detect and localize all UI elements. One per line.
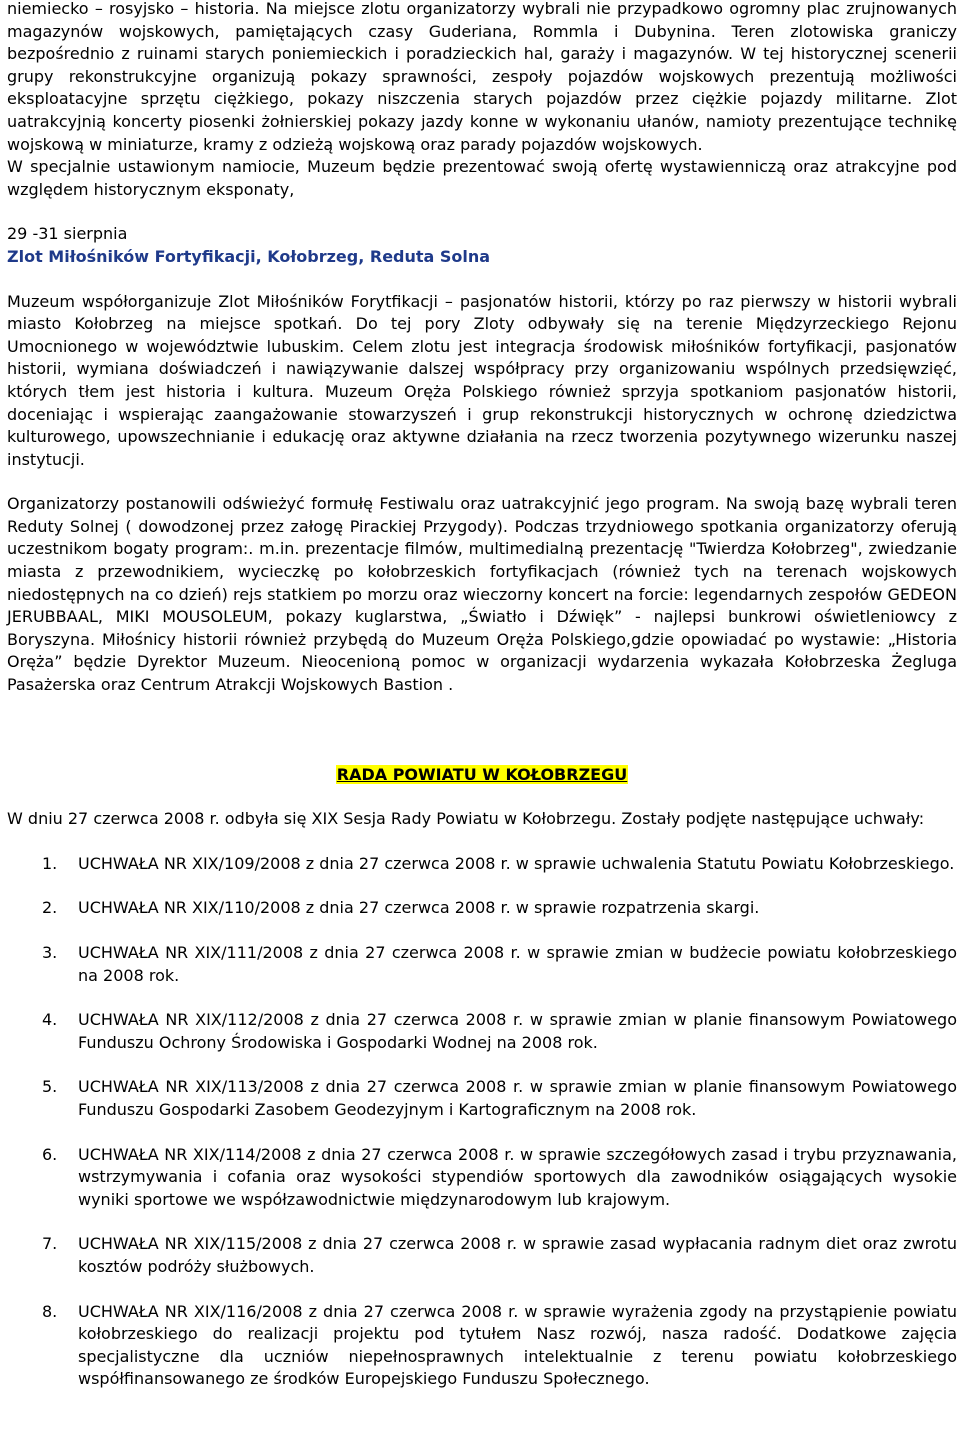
resolution-number: 6. [42,1144,58,1164]
resolution-text: UCHWAŁA NR XIX/111/2008 z dnia 27 czerwca 2008 r. w sprawie zmian w budżecie powiatu kołobrzeskiego na 2008 rok. [78,943,957,985]
event-date: 29 -31 sierpnia [7,224,128,244]
resolution-item [7,1144,957,1212]
section-heading-wrap [7,764,957,787]
document-page [7,0,957,1413]
resolution-number: 1. [42,853,58,873]
resolution-number: 5. [42,1077,58,1097]
resolution-number: 8. [42,1301,58,1321]
resolution-text: UCHWAŁA NR XIX/109/2008 z dnia 27 czerwca 2008 r. w sprawie uchwalenia Statutu Powiatu Kołobrzeskiego. [78,853,955,873]
resolution-text: UCHWAŁA NR XIX/116/2008 z dnia 27 czerwca 2008 r. w sprawie wyrażenia zgody na przystąpienie powiatu kołobrzeskiego do realizacji projektu pod tytułem Nasz rozwój, nasza radość. Dodatkowe zajęcia specjalistyczne dla uczniów niepełnosprawnych intelektualnie z terenu powiatu kołobrzeskiego współfinansowanego ze środków Europejskiego Funduszu Społecznego. [78,1301,957,1389]
session-intro: W dniu 27 czerwca 2008 r. odbyła się XIX Sesja Rady Powiatu w Kołobrzegu. Zostały podjęte następujące uchwały: [7,809,925,829]
resolution-number: 3. [42,943,58,962]
resolution-item [7,853,957,876]
resolution-number: 7. [42,1234,58,1254]
resolution-item [7,897,957,920]
spacer [7,831,957,853]
spacer [7,697,957,742]
event-paragraph-1: Muzeum współorganizuje Zlot Miłośników Forytfikacji – pasjonatów historii, którzy po raz pierwszy w historii wybrali miasto Kołobrzeg na miejsce spotkań. Do tej pory Zloty odbywały się na terenie Międzyrzeckiego Rejonu Umocnionego w województwie lubuskim. Celem zlotu jest integracja środowisk miłośników fortyfikacji, pasjonatów historii, wymiana doświadczeń i nawiązywanie dalszej współpracy przy organizowaniu wspólnych przedsięwzięć, których tłem jest historia i kultura. Muzeum Oręża Polskiego również sprzyja spotkaniom pasjonatów historii, doceniając i wspierając zaangażowanie stowarzyszeń i grup rekonstrukcji historycznych w ochronę dziedzictwa kulturowego, upowszechnianie i edukację oraz aktywne działania na rzecz tworzenia pozytywnego wizerunku naszej instytucji. [7,291,957,469]
resolution-number: 4. [42,1010,58,1030]
resolution-number: 2. [42,898,58,918]
spacer [7,742,957,764]
resolution-item [7,1076,957,1121]
intro-paragraph-1: niemiecko – rosyjsko – historia. Na miejsce zlotu organizatorzy wybrali nie przypadkowo ogromny plac zrujnowanych magazynów wojskowych, pamiętających czasy Guderiana, Rommla i Dubynina. Teren zlotowiska graniczy bezpośrednio z ruinami starych poniemieckich i poradzieckich hal, garaży i magazynów. W tej historycznej scenerii grupy rekonstrukcyjne organizują pokazy sprawności, zespoły pojazdów wojskowych prezentują możliwości eksploatacyjne sprzętu ciężkiego, pokazy niszczenia starych pojazdów przez ciężkie pojazdy militarne. Zlot uatrakcyjnią koncerty piosenki żołnierskiej pokazy jazdy konne w wykonaniu ułanów, namioty prezentujące technikę wojskową w miniaturze, kramy z odzieżą wojskową oraz parady pojazdów wojskowych. [7,0,957,154]
resolution-item [7,1301,957,1391]
event-title: Zlot Miłośników Fortyfikacji, Kołobrzeg, Reduta Solna [7,246,491,266]
spacer [7,471,957,493]
resolution-item [7,1233,957,1278]
spacer [7,786,957,808]
resolution-text: UCHWAŁA NR XIX/112/2008 z dnia 27 czerwca 2008 r. w sprawie zmian w planie finansowym Powiatowego Funduszu Ochrony Środowiska i Gospodarki Wodnej na 2008 rok. [78,1010,957,1052]
resolution-text: UCHWAŁA NR XIX/110/2008 z dnia 27 czerwca 2008 r. w sprawie rozpatrzenia skargi. [78,898,760,918]
resolution-item [7,942,957,987]
spacer [7,269,957,291]
resolution-item [7,1009,957,1054]
spacer [7,201,957,223]
resolution-text: UCHWAŁA NR XIX/115/2008 z dnia 27 czerwca 2008 r. w sprawie zasad wypłacania radnym diet oraz zwrotu kosztów podróży służbowych. [78,1234,957,1276]
section-heading: RADA POWIATU W KOŁOBRZEGU [336,764,628,784]
event-paragraph-2: Organizatorzy postanowili odświeżyć formułę Festiwalu oraz uatrakcyjnić jego program. Na swoją bazę wybrali teren Reduty Solnej ( dowodzonej przez załogę Pirackiej Przygody). Podczas trzydniowego spotkania organizatorzy oferują uczestnikom bogaty program:. m.in. prezentacje filmów, multimedialną prezentację "Twierdza Kołobrzeg", zwiedzanie miasta z przewodnikiem, wycieczkę po kołobrzeskich fortyfikacjach (również tych na terenach wojskowych niedostępnych na co dzień) rejs statkiem po morzu oraz wieczorny koncert na forcie: legendarnych zespołów GEDEON JERUBBAAL, MIKI MOUSOLEUM, pokazy kuglarstwa, „Światło i Dźwięk” - najlepsi bunkrowi oświetleniowcy z Boryszyna. Miłośnicy historii również przybędą do Muzeum Oręża Polskiego,gdzie opowiadać po wystawie: „Historia Oręża” będzie Dyrektor Muzeum. Nieocenioną pomoc w organizacji wydarzenia wykazała Kołobrzeska Żegluga Pasażerska oraz Centrum Atrakcji Wojskowych Bastion . [7,494,957,695]
intro-paragraph-2: W specjalnie ustawionym namiocie, Muzeum będzie prezentować swoją ofertę wystawienniczą oraz atrakcyjne pod względem historycznym eksponaty, [7,157,957,199]
resolution-text: UCHWAŁA NR XIX/114/2008 z dnia 27 czerwca 2008 r. w sprawie szczegółowych zasad i trybu przyznawania, wstrzymywania i cofania oraz wysokości stypendiów sportowych dla zawodników osiągających wysokie wyniki sportowe we współzawodnictwie międzynarodowym lub krajowym. [78,1144,957,1209]
resolution-text: UCHWAŁA NR XIX/113/2008 z dnia 27 czerwca 2008 r. w sprawie zmian w planie finansowym Powiatowego Funduszu Gospodarki Zasobem Geodezyjnym i Kartograficznym na 2008 rok. [78,1077,957,1119]
resolutions-list [7,853,957,1391]
